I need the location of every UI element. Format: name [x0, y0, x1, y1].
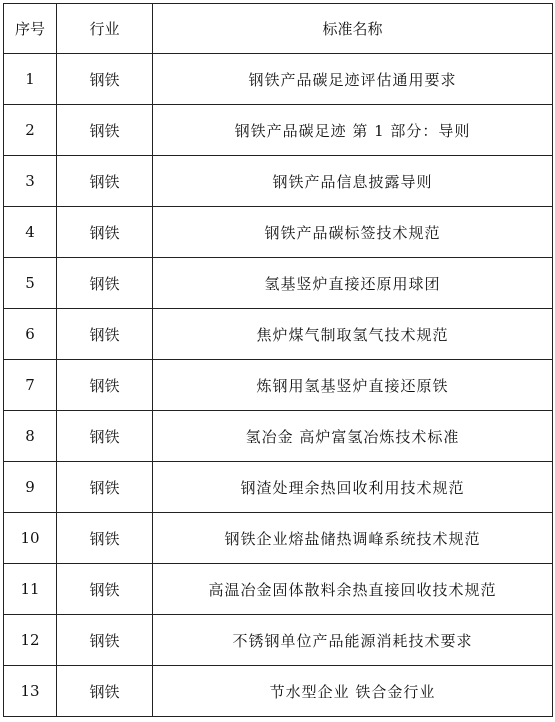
cell-serial-number: 3 — [4, 156, 57, 207]
table-row — [4, 360, 553, 411]
cell-industry: 钢铁 — [57, 360, 153, 411]
cell-industry: 钢铁 — [57, 666, 153, 717]
table-row — [4, 258, 553, 309]
cell-serial-number: 6 — [4, 309, 57, 360]
cell-standard-name: 焦炉煤气制取氢气技术规范 — [153, 309, 553, 360]
cell-standard-name: 钢铁产品信息披露导则 — [153, 156, 553, 207]
cell-serial-number: 7 — [4, 360, 57, 411]
header-standard-name: 标准名称 — [153, 4, 553, 54]
table-row — [4, 462, 553, 513]
table-row — [4, 156, 553, 207]
cell-industry: 钢铁 — [57, 462, 153, 513]
table-row — [4, 513, 553, 564]
table-row — [4, 105, 553, 156]
cell-industry: 钢铁 — [57, 615, 153, 666]
table-header-row — [4, 4, 553, 54]
cell-serial-number: 5 — [4, 258, 57, 309]
cell-standard-name: 钢铁产品碳足迹 第 1 部分：导则 — [153, 105, 553, 156]
table-row — [4, 54, 553, 105]
cell-serial-number: 9 — [4, 462, 57, 513]
cell-standard-name: 钢铁产品碳足迹评估通用要求 — [153, 54, 553, 105]
table-row — [4, 564, 553, 615]
cell-standard-name: 钢铁企业熔盐储热调峰系统技术规范 — [153, 513, 553, 564]
cell-industry: 钢铁 — [57, 156, 153, 207]
cell-industry: 钢铁 — [57, 411, 153, 462]
cell-serial-number: 11 — [4, 564, 57, 615]
cell-industry: 钢铁 — [57, 207, 153, 258]
cell-industry: 钢铁 — [57, 309, 153, 360]
cell-serial-number: 10 — [4, 513, 57, 564]
cell-industry: 钢铁 — [57, 564, 153, 615]
table-row — [4, 615, 553, 666]
cell-serial-number: 13 — [4, 666, 57, 717]
header-industry: 行业 — [57, 4, 153, 54]
table-row — [4, 666, 553, 717]
table-row — [4, 207, 553, 258]
cell-standard-name: 高温冶金固体散料余热直接回收技术规范 — [153, 564, 553, 615]
table-row — [4, 411, 553, 462]
cell-serial-number: 12 — [4, 615, 57, 666]
cell-industry: 钢铁 — [57, 513, 153, 564]
cell-standard-name: 钢铁产品碳标签技术规范 — [153, 207, 553, 258]
cell-serial-number: 4 — [4, 207, 57, 258]
cell-serial-number: 8 — [4, 411, 57, 462]
cell-industry: 钢铁 — [57, 54, 153, 105]
cell-standard-name: 氢基竖炉直接还原用球团 — [153, 258, 553, 309]
cell-standard-name: 节水型企业 铁合金行业 — [153, 666, 553, 717]
standards-table — [3, 3, 553, 717]
cell-standard-name: 钢渣处理余热回收利用技术规范 — [153, 462, 553, 513]
cell-standard-name: 不锈钢单位产品能源消耗技术要求 — [153, 615, 553, 666]
cell-serial-number: 2 — [4, 105, 57, 156]
cell-industry: 钢铁 — [57, 258, 153, 309]
table-row — [4, 309, 553, 360]
cell-serial-number: 1 — [4, 54, 57, 105]
header-serial-number: 序号 — [4, 4, 57, 54]
cell-standard-name: 炼钢用氢基竖炉直接还原铁 — [153, 360, 553, 411]
cell-industry: 钢铁 — [57, 105, 153, 156]
cell-standard-name: 氢冶金 高炉富氢冶炼技术标准 — [153, 411, 553, 462]
